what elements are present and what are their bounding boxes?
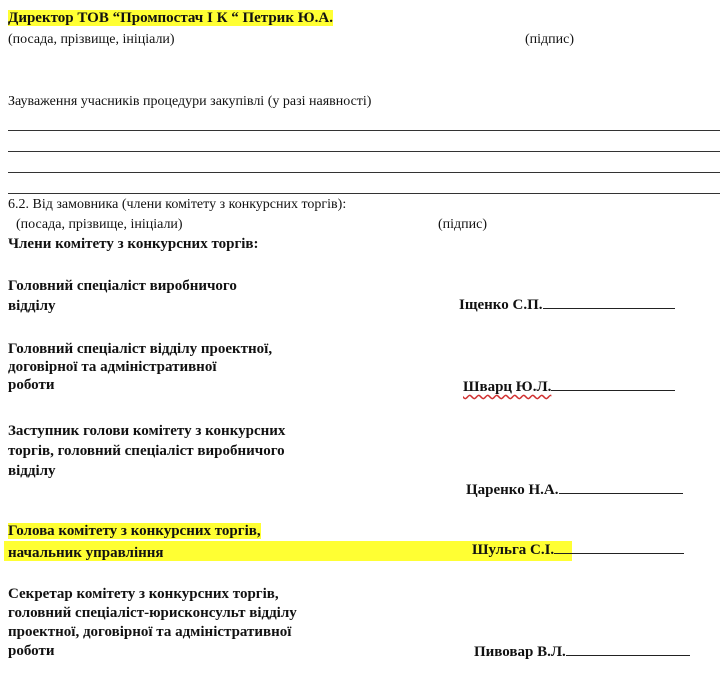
director-signature-caption: (підпис) [525,32,575,47]
member-3-position: Заступник голови комітету з конкурсних торгів, головний спеціаліст виробничого відділу [8,423,286,479]
member-2-signature-line [551,389,675,391]
member-5-signature [474,644,690,661]
member-1-position: Головний спеціаліст виробничого відділу [8,278,237,314]
remarks-line-4 [8,193,720,194]
member-4-signature [472,542,684,559]
committee-heading: Члени комітету з конкурсних торгів: [8,236,259,252]
member-4-position: Голова комітету з конкурсних торгів, начальник управління [8,523,261,561]
member-1-surname: Іщенко С.П. [459,297,543,313]
customer-signature-caption: (підпис) [438,217,488,232]
member-3-surname: Царенко Н.А. [466,482,559,498]
director-highlight: Директор ТОВ “Промпостач І К “ Петрик Ю.А. [8,10,333,26]
member-5-surname: Пивовар В.Л. [474,644,566,660]
remarks-line-2 [8,151,720,152]
member-3-signature-line [559,492,683,494]
member-2-position: Головний спеціаліст відділу проектної, договірної та адміністративної роботи [8,341,273,393]
member-5-signature-line [566,654,690,656]
director-caption: (посада, прізвище, ініціали) [8,32,175,47]
remarks-label: Зауваження учасників процедури закупівлі (у разі наявності) [8,94,372,109]
member-5-position: Секретар комітету з конкурсних торгів, головний спеціаліст-юрисконсульт відділу проектної, договірної та адміністративної роботи [8,586,297,659]
remarks-line-1 [8,130,720,131]
customer-caption: (посада, прізвище, ініціали) [16,217,183,232]
remarks-line-3 [8,172,720,173]
member-1-signature-line [543,307,675,309]
director-line [8,10,333,27]
member-2-signature [463,379,675,396]
member-4-signature-line [554,552,684,554]
customer-section-title: 6.2. Від замовника (члени комітету з конкурсних торгів): [8,197,347,212]
member-1-signature [459,297,675,314]
member-4-surname: Шульга С.І. [472,542,555,558]
member-3-signature [466,482,683,499]
member-2-surname: Шварц Ю.Л. [463,379,552,395]
